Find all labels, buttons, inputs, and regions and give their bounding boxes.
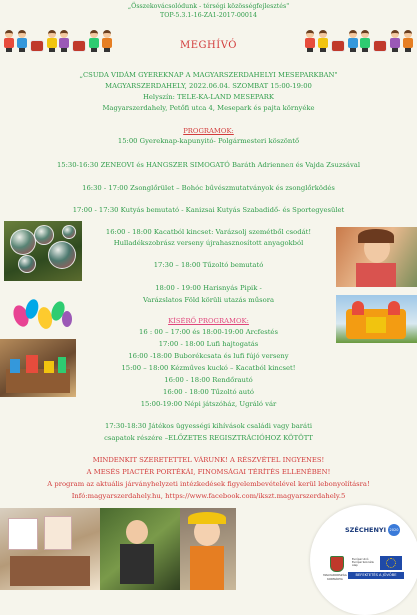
event-name: „CSUDA VIDÁM GYEREKNAP A MAGYARSZERDAHELYI MESEPARKBAN"	[79, 71, 338, 79]
program-item: 17:00 - 17:30 Kutyás bemutató - Kanizsai Kutyás Szabadidő- és Sportegyesület	[72, 206, 345, 214]
eu-label: Európai Unió Európai Szociális Alap	[352, 558, 374, 568]
funding-line: „Összekovácsolódunk - térségi közösségfejlesztés"	[127, 3, 290, 10]
program-item: Hulladékszobrász verseny újrahasznosított anyagokból	[113, 239, 304, 247]
program-item: 17:30 – 18:00 Tűzoltó bemutató	[153, 261, 264, 269]
family-line-1: 17:30-18:30 Játékos ügyességi kihívások családi vagy baráti	[104, 422, 312, 430]
invest-future-banner: BEFEKTETÉS A JÖVŐBE	[348, 572, 404, 579]
program-item: Varázslatos Föld körüli utazás műsora	[142, 296, 275, 304]
program-item: 18:00 - 19:00 Harisnyás Pipik -	[155, 284, 262, 292]
program-heading: PROGRAMOK:	[183, 127, 234, 135]
hungary-gov-label: MAGYARORSZÁG KORMÁNYA	[323, 573, 347, 581]
event-address: Magyarszerdahely, Petőfi utca 4, Mesepark és pajta környéke	[102, 104, 315, 112]
side-program-item: 16 : 00 – 17:00 és 18:00-19:00 Arcfestés	[139, 328, 278, 336]
side-program-item: 15:00 – 18:00 Kézműves kuckó – Kacatból kincset!	[121, 364, 296, 372]
face-painting-photo	[336, 227, 417, 287]
family-line-2: csapatok részére –ELŐZETES REGISZTRÁCIÓHOZ KÖTÖTT	[104, 434, 313, 442]
eu-flag-icon	[380, 556, 402, 570]
bouncy-castle-photo	[336, 295, 417, 343]
footer-covid: A program az aktuális járványhelyzeti intézkedések figyelembevételével kerül lebonyolításra!	[47, 480, 370, 488]
program-item: 16:30 - 17:00 Zsonglőrület – Bohóc bűvészmutatványok és zsonglőrködés	[82, 184, 335, 192]
program-item: 15:00 Gyereknap-kapunyitó- Polgármesteri köszöntő	[117, 137, 300, 145]
program-item: 16:00 - 18:00 Kacatból kincset: Varázsolj szemétből csodát!	[105, 228, 312, 236]
side-program-item: 17:00 - 18:00 Lufi hajtogatás	[158, 340, 259, 348]
program-item: 15:30-16:30 ZENEOVI és HANGSZER SIMOGATÓ Baráth Adrienneл és Vajda Zsuzsával	[56, 161, 361, 169]
hungary-coat-of-arms-icon	[330, 556, 344, 572]
bubbles-photo	[4, 221, 82, 281]
footer-info: Infó:magyarszerdahely.hu, https://www.facebook.com/ikszt.magyarszerdahely.5	[71, 492, 346, 500]
activity-photo	[100, 508, 180, 590]
event-venue: Helyszín: TELE-KA-LAND MESEPARK	[142, 93, 274, 101]
event-date: MAGYARSZERDAHELY, 2022.06.04. SZOMBAT 15:00-19:00	[105, 82, 312, 90]
szechenyi-2020-badge: 2020	[388, 524, 400, 536]
market-photo	[0, 508, 100, 590]
side-program-item: 16:00 -18:00 Buborékcsata és lufi fújó verseny	[128, 352, 289, 360]
project-code: TOP-5.3.1-16-ZA1-2017-00014	[160, 12, 257, 19]
side-program-item: 16:00 - 18:00 Rendőrautó	[164, 376, 253, 384]
crafts-photo	[0, 339, 76, 397]
invitation-title: MEGHÍVÓ	[180, 40, 237, 51]
clown-photo	[180, 508, 236, 590]
side-program-heading: KÍSÉRŐ PROGRAMOK:	[168, 317, 249, 325]
balloon-animals-photo	[10, 295, 75, 335]
footer-market: A MESÉS PIACTÉR PORTÉKÁI, FINOMSÁGAI TÉRÍTÉS ELLENÉBEN!	[86, 468, 331, 476]
side-program-item: 15:00-19:00 Népi játszóház, Ugráló vár	[140, 400, 277, 408]
szechenyi-label: SZÉCHENYI	[345, 526, 387, 534]
footer-welcome: MINDENKIT SZERETETTEL VÁRUNK! A RÉSZVÉTEL INGYENES!	[92, 456, 325, 464]
side-program-item: 16:00 - 18:00 Tűzoltó autó	[163, 388, 254, 396]
